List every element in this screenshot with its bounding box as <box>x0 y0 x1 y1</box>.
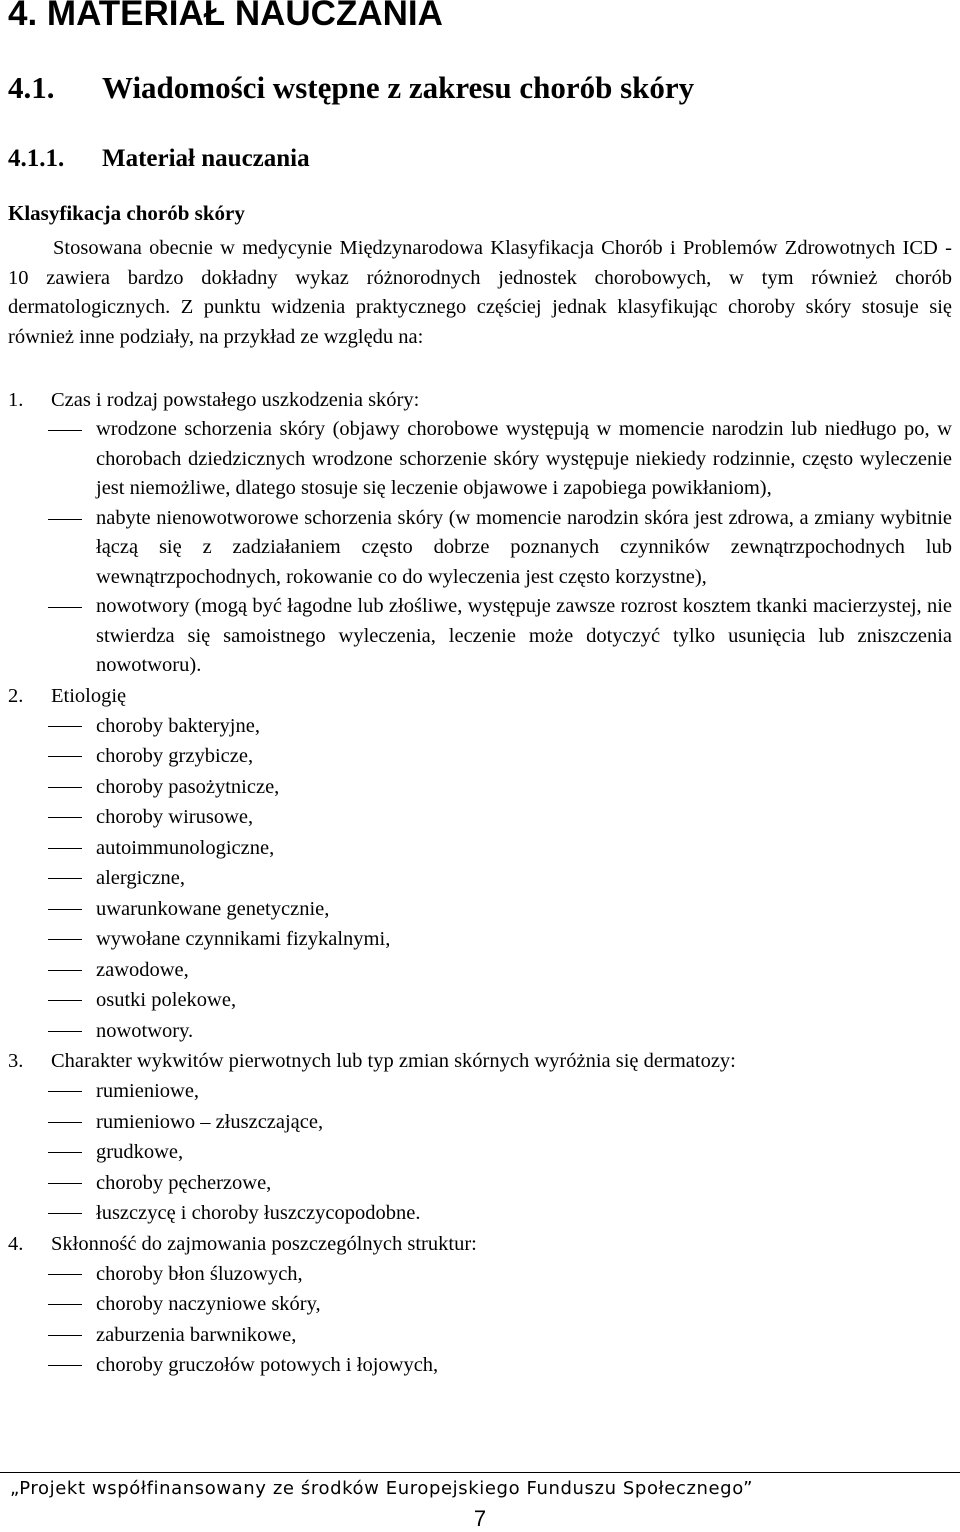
list-item: choroby pęcherzowe, <box>8 1168 952 1199</box>
dash-icon <box>48 970 82 971</box>
section-title: Wiadomości wstępne z zakresu chorób skóry <box>102 70 695 105</box>
dash-icon <box>48 817 82 818</box>
dash-icon <box>48 1304 82 1305</box>
section-number: 2. <box>8 684 24 707</box>
section-number: 4. <box>8 1232 24 1255</box>
section-number: 3. <box>8 1050 24 1072</box>
list-item: alergiczne, <box>8 863 952 894</box>
list-item: nowotwory (mogą być łagodne lub złośliwe, występuje zawsze rozrost kosztem tkanki macierzystej, nie stwierdza się samoistnego wyleczenia, leczenie może dotyczyć tylko usunięcia lub zniszczenia nowotworu). <box>8 592 952 681</box>
dash-icon <box>48 1274 82 1275</box>
list-item: choroby gruczołów potowych i łojowych, <box>8 1350 952 1381</box>
dash-icon <box>48 1365 82 1366</box>
dash-icon <box>48 848 82 849</box>
list-item: choroby bakteryjne, <box>8 711 952 742</box>
subsection-number: 4.1.1. <box>8 145 65 172</box>
dash-icon <box>48 1122 82 1123</box>
footer-text: „Projekt współfinansowany ze środków Europejskiego Funduszu Społecznego” <box>10 1478 754 1499</box>
page-number: 7 <box>473 1506 487 1531</box>
dash-icon <box>48 726 82 727</box>
list-item: grudkowe, <box>8 1137 952 1168</box>
list-item: łuszczycę i choroby łuszczycopodobne. <box>8 1198 952 1229</box>
section-lesion-character <box>8 1046 952 1229</box>
section-title <box>8 385 952 415</box>
list-item: uwarunkowane genetycznie, <box>8 894 952 925</box>
list-item: choroby grzybicze, <box>8 741 952 772</box>
footer-divider <box>0 1472 960 1473</box>
dash-list <box>8 415 952 681</box>
classification-subheading: Klasyfikacja chorób skóry <box>8 201 245 225</box>
dash-list <box>8 711 952 1047</box>
list-item: choroby wirusowe, <box>8 802 952 833</box>
intro-paragraph: Stosowana obecnie w medycynie Międzynarodowa Klasyfikacja Chorób i Problemów Zdrowotnych ICD - 10 zawiera bardzo dokładny wykaz różnorodnych jednostek chorobowych, w tym również chorób dermatologicznych. Z punktu widzenia praktycznego częściej jednak klasyfikując choroby skóry stosuje się również inne podziały, na przykład ze względu na: <box>8 237 952 348</box>
list-item: zawodowe, <box>8 955 952 986</box>
subsection-heading <box>8 142 310 176</box>
section-damage-type <box>8 385 952 681</box>
dash-icon <box>48 1213 82 1214</box>
dash-icon <box>48 878 82 879</box>
list-item: choroby błon śluzowych, <box>8 1259 952 1290</box>
dash-icon <box>48 756 82 757</box>
list-item: zaburzenia barwnikowe, <box>8 1320 952 1351</box>
dash-icon <box>48 939 82 940</box>
section-number: 1. <box>8 389 24 411</box>
list-item: choroby pasożytnicze, <box>8 772 952 803</box>
dash-list <box>8 1076 952 1229</box>
dash-icon <box>48 1335 82 1336</box>
dash-icon <box>48 1091 82 1092</box>
section-title-text: Charakter wykwitów pierwotnych lub typ zmian skórnych wyróżnia się dermatozy: <box>51 1050 736 1072</box>
dash-list <box>8 1259 952 1381</box>
dash-icon <box>48 519 82 520</box>
section-title <box>8 1229 952 1259</box>
section-title-text: Czas i rodzaj powstałego uszkodzenia skóry: <box>51 389 420 411</box>
section-heading <box>8 68 694 108</box>
dash-icon <box>48 1031 82 1032</box>
section-structures <box>8 1229 952 1381</box>
section-etiology <box>8 681 952 1047</box>
list-item: nowotwory. <box>8 1016 952 1047</box>
section-title-text: Skłonność do zajmowania poszczególnych struktur: <box>51 1232 477 1255</box>
list-item: nabyte nienowotworowe schorzenia skóry (w momencie narodzin skóra jest zdrowa, a zmiany wybitnie łączą się z zadziałaniem często dobrze poznanych czynników zewnątrzpochodnych lub wewnątrzpochodnych, rokowanie co do wyleczenia jest często korzystne), <box>8 504 952 593</box>
list-item: autoimmunologiczne, <box>8 833 952 864</box>
section-number: 4.1. <box>8 70 55 105</box>
chapter-heading: 4. MATERIAŁ NAUCZANIA <box>8 0 443 33</box>
list-item: rumieniowo – złuszczające, <box>8 1107 952 1138</box>
list-item: choroby naczyniowe skóry, <box>8 1289 952 1320</box>
dash-icon <box>48 430 82 431</box>
list-item: wrodzone schorzenia skóry (objawy chorobowe występują w momencie narodzin lub niedługo po, w chorobach dziedzicznych wrodzone schorzenie skóry występuje niekiedy rodzinnie, często wyleczenie jest niemożliwe, dlatego stosuje się leczenie objawowe i zapobiega powikłaniom), <box>8 415 952 504</box>
dash-icon <box>48 787 82 788</box>
list-item: osutki polekowe, <box>8 985 952 1016</box>
section-title <box>8 1046 952 1076</box>
list-item: wywołane czynnikami fizykalnymi, <box>8 924 952 955</box>
section-title-text: Etiologię <box>51 684 127 707</box>
dash-icon <box>48 1183 82 1184</box>
dash-icon <box>48 1152 82 1153</box>
list-item: rumieniowe, <box>8 1076 952 1107</box>
dash-icon <box>48 607 82 608</box>
section-title <box>8 681 952 711</box>
dash-icon <box>48 909 82 910</box>
subsection-title: Materiał nauczania <box>102 145 310 172</box>
dash-icon <box>48 1000 82 1001</box>
classification-list <box>8 385 952 1381</box>
